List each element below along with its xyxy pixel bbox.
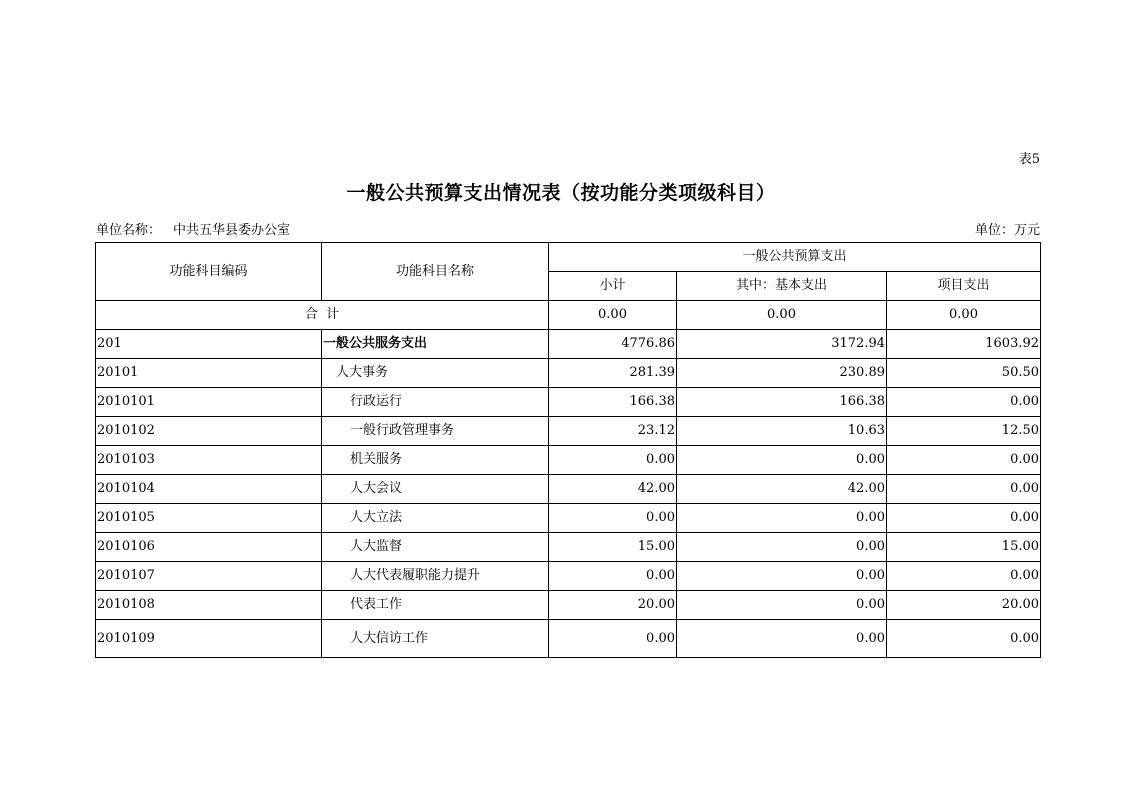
row-code: 201: [96, 330, 322, 359]
row-subtotal: 20.00: [549, 591, 677, 620]
table-row: [96, 591, 1041, 620]
table-row: [96, 533, 1041, 562]
row-project: 12.50: [887, 417, 1041, 446]
total-basic: 0.00: [677, 301, 887, 330]
total-project: 0.00: [887, 301, 1041, 330]
unit-name-value: 中共五华县委办公室: [173, 223, 291, 238]
row-subtotal: 281.39: [549, 359, 677, 388]
row-code: 2010108: [96, 591, 322, 620]
row-project: 1603.92: [887, 330, 1041, 359]
budget-table: [95, 242, 1041, 658]
row-code: 2010104: [96, 475, 322, 504]
header-code: 功能科目编码: [96, 243, 322, 301]
row-code: 2010103: [96, 446, 322, 475]
row-project: 0.00: [887, 504, 1041, 533]
row-subtotal: 0.00: [549, 562, 677, 591]
table-row: [96, 359, 1041, 388]
row-code: 2010105: [96, 504, 322, 533]
row-name: 人大代表履职能力提升: [322, 562, 549, 591]
row-name: 人大事务: [322, 359, 549, 388]
row-subtotal: 0.00: [549, 446, 677, 475]
table-row: [96, 562, 1041, 591]
table-row: [96, 504, 1041, 533]
row-basic: 3172.94: [677, 330, 887, 359]
page-title: 一般公共预算支出情况表（按功能分类项级科目）: [346, 182, 776, 204]
row-project: 50.50: [887, 359, 1041, 388]
total-subtotal: 0.00: [549, 301, 677, 330]
row-basic: 166.38: [677, 388, 887, 417]
row-basic: 0.00: [677, 504, 887, 533]
unit-label: 单位：万元: [974, 223, 1040, 238]
table-row: [96, 417, 1041, 446]
header-basic: 其中：基本支出: [677, 272, 887, 301]
row-basic: 0.00: [677, 446, 887, 475]
row-name: 人大会议: [322, 475, 549, 504]
row-name: 人大信访工作: [322, 620, 549, 658]
row-subtotal: 166.38: [549, 388, 677, 417]
total-row: [96, 301, 1041, 330]
row-name: 一般行政管理事务: [322, 417, 549, 446]
row-project: 0.00: [887, 388, 1041, 417]
row-name: 一般公共服务支出: [322, 330, 549, 359]
unit-name-label: 单位名称：: [96, 223, 162, 238]
row-subtotal: 4776.86: [549, 330, 677, 359]
row-subtotal: 0.00: [549, 504, 677, 533]
row-basic: 0.00: [677, 591, 887, 620]
row-code: 2010106: [96, 533, 322, 562]
row-name: 人大监督: [322, 533, 549, 562]
row-name: 人大立法: [322, 504, 549, 533]
row-basic: 42.00: [677, 475, 887, 504]
row-subtotal: 0.00: [549, 620, 677, 658]
unit-name-line: [96, 219, 290, 238]
row-subtotal: 42.00: [549, 475, 677, 504]
row-subtotal: 15.00: [549, 533, 677, 562]
row-name: 机关服务: [322, 446, 549, 475]
row-project: 20.00: [887, 591, 1041, 620]
table-row: [96, 446, 1041, 475]
row-code: 2010107: [96, 562, 322, 591]
row-name: 代表工作: [322, 591, 549, 620]
row-name: 行政运行: [322, 388, 549, 417]
row-code: 20101: [96, 359, 322, 388]
row-basic: 0.00: [677, 533, 887, 562]
row-code: 2010101: [96, 388, 322, 417]
row-subtotal: 23.12: [549, 417, 677, 446]
row-project: 0.00: [887, 562, 1041, 591]
table-row: [96, 620, 1041, 658]
row-project: 15.00: [887, 533, 1041, 562]
row-project: 0.00: [887, 475, 1041, 504]
row-project: 0.00: [887, 620, 1041, 658]
table-row: [96, 475, 1041, 504]
row-code: 2010109: [96, 620, 322, 658]
row-basic: 10.63: [677, 417, 887, 446]
row-code: 2010102: [96, 417, 322, 446]
row-basic: 0.00: [677, 620, 887, 658]
row-project: 0.00: [887, 446, 1041, 475]
header-group: 一般公共预算支出: [549, 243, 1041, 272]
row-basic: 230.89: [677, 359, 887, 388]
table-row: [96, 330, 1041, 359]
table-number: 表5: [1018, 152, 1040, 167]
total-label: 合 计: [96, 301, 549, 330]
table-row: [96, 388, 1041, 417]
header-name: 功能科目名称: [322, 243, 549, 301]
row-basic: 0.00: [677, 562, 887, 591]
header-project: 项目支出: [887, 272, 1041, 301]
header-subtotal: 小计: [549, 272, 677, 301]
header-row-top: [96, 243, 1041, 272]
